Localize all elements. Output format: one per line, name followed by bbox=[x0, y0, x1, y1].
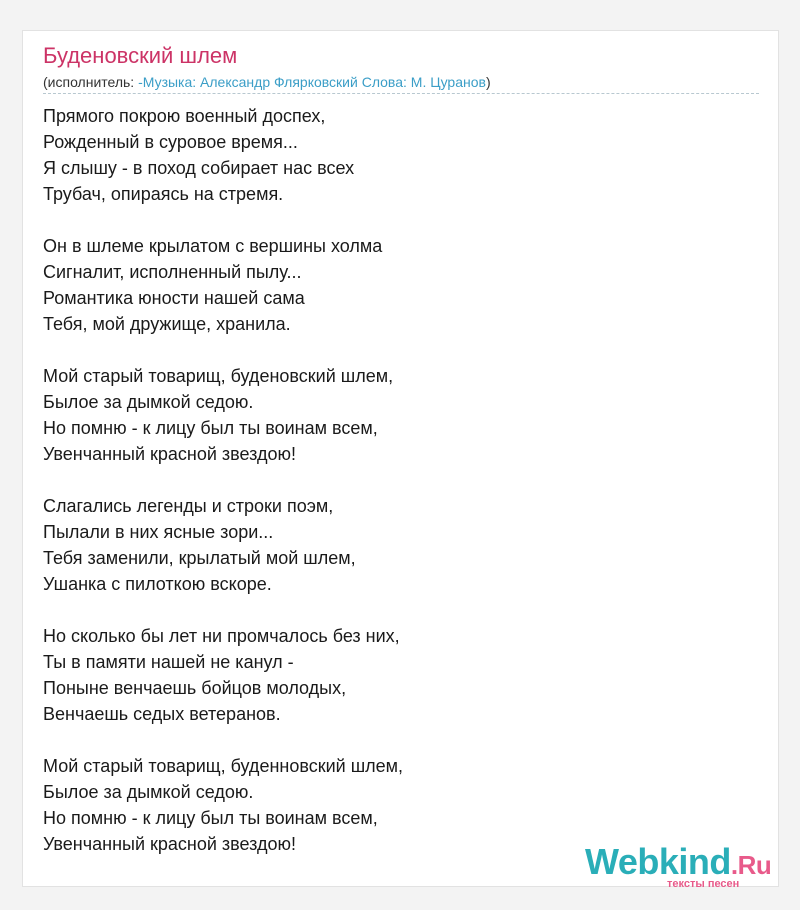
lyric-line: Былое за дымкой седою. bbox=[43, 392, 254, 412]
stanza bbox=[43, 233, 759, 337]
lyric-line: Увенчанный красной звездою! bbox=[43, 834, 297, 854]
lyric-line: Увенчанный красной звездою! bbox=[43, 444, 297, 464]
stanza bbox=[43, 623, 759, 727]
lyric-line: Рожденный в суровое время... bbox=[43, 132, 298, 152]
lyric-line: Сигналит, исполненный пылу... bbox=[43, 262, 302, 282]
lyric-line: Мой старый товарищ, буденновский шлем, bbox=[43, 756, 404, 776]
lyric-line: Прямого покрою военный доспех, bbox=[43, 106, 326, 126]
performer-link[interactable]: -Музыка: Александр Флярковский Слова: М. Цуранов bbox=[138, 74, 486, 90]
lyric-line: Былое за дымкой седою. bbox=[43, 782, 254, 802]
lyric-line: Ты в памяти нашей не канул - bbox=[43, 652, 294, 672]
lyric-line: Пылали в них ясные зори... bbox=[43, 522, 274, 542]
lyric-line: Мой старый товарищ, буденовский шлем, bbox=[43, 366, 394, 386]
site-logo[interactable] bbox=[585, 841, 785, 890]
lyrics-card bbox=[22, 30, 779, 890]
lyric-line: Слагались легенды и строки поэм, bbox=[43, 496, 334, 516]
lyric-line: Ушанка с пилоткою вскоре. bbox=[43, 574, 272, 594]
logo-tagline: тексты песен bbox=[667, 878, 740, 890]
logo-name: Webkind bbox=[585, 841, 731, 882]
stanza bbox=[43, 363, 759, 467]
lyric-line: Романтика юности нашей сама bbox=[43, 288, 305, 308]
performer-suffix: ) bbox=[485, 74, 491, 90]
dashed-divider bbox=[43, 93, 759, 94]
lyric-line: Поныне венчаешь бойцов молодых, bbox=[43, 678, 347, 698]
lyric-line: Трубач, опираясь на стремя. bbox=[43, 184, 284, 204]
stanza bbox=[43, 103, 759, 207]
song-title: Буденовский шлем bbox=[43, 43, 238, 68]
logo-tld: .Ru bbox=[730, 850, 772, 880]
lyric-line: Но помню - к лицу был ты воинам всем, bbox=[43, 418, 378, 438]
stanza bbox=[43, 493, 759, 597]
lyric-line: Но помню - к лицу был ты воинам всем, bbox=[43, 808, 378, 828]
lyric-line: Он в шлеме крылатом с вершины холма bbox=[43, 236, 383, 256]
lyric-line: Я слышу - в поход собирает нас всех bbox=[43, 158, 355, 178]
performer-prefix: (исполнитель: bbox=[43, 74, 139, 90]
lyric-line: Тебя, мой дружище, хранила. bbox=[43, 314, 291, 334]
lyric-line: Венчаешь седых ветеранов. bbox=[43, 704, 281, 724]
lyric-line: Тебя заменили, крылатый мой шлем, bbox=[43, 548, 356, 568]
performer-line bbox=[43, 74, 491, 90]
lyrics-body bbox=[43, 103, 759, 883]
lyric-line: Но сколько бы лет ни промчалось без них, bbox=[43, 626, 400, 646]
